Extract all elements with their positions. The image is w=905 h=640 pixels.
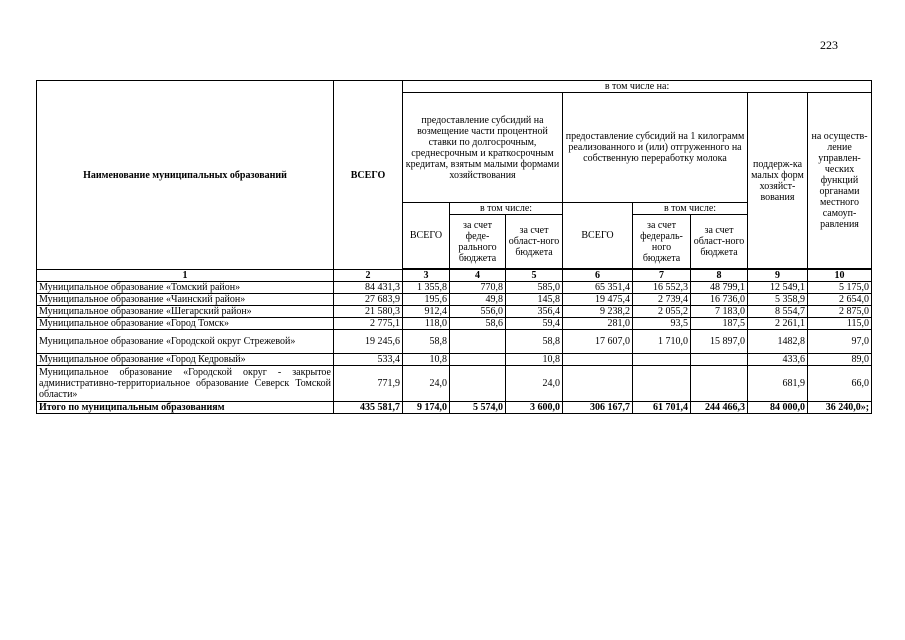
table-row [37,306,872,318]
column-numbers-row [37,270,872,282]
municipality-name: Муниципальное образование «Городской округ Стрежевой» [37,330,334,354]
cell-col-7: 16 552,3 [633,282,691,294]
cell-col-8 [691,354,748,366]
municipality-name: Муниципальное образование «Город Кедровый» [37,354,334,366]
cell-col-6: 19 475,4 [563,294,633,306]
header-group1-regional: за счет област-ного бюджета [506,215,563,269]
header-name-column: Наименование муниципальных образований [37,81,334,270]
cell-col-8 [691,366,748,402]
cell-col-3: 9 174,0 [403,402,450,414]
cell-col-3: 10,8 [403,354,450,366]
cell-col-9: 8 554,7 [748,306,808,318]
table-row [37,318,872,330]
cell-col-5: 3 600,0 [506,402,563,414]
cell-col-8: 16 736,0 [691,294,748,306]
cell-col-6: 17 607,0 [563,330,633,354]
header-group1-including: в том числе: [450,203,563,215]
header-group2-regional: за счет област-ного бюджета [691,215,748,269]
cell-col-9: 1482,8 [748,330,808,354]
table-row [37,294,872,306]
column-number: 10 [808,270,872,282]
cell-col-10: 2 875,0 [808,306,872,318]
cell-col-5: 59,4 [506,318,563,330]
cell-col-2: 27 683,9 [334,294,403,306]
cell-col-7 [633,354,691,366]
cell-col-6: 9 238,2 [563,306,633,318]
header-group1-subtotal: ВСЕГО [409,230,443,241]
cell-col-10: 36 240,0»; [808,402,872,414]
cell-col-10: 89,0 [808,354,872,366]
table-row [37,354,872,366]
cell-col-4: 5 574,0 [450,402,506,414]
municipal-subsidies-table [36,80,872,414]
header-group2-total-spacer [563,203,633,269]
cell-col-10: 2 654,0 [808,294,872,306]
header-including: в том числе на: [403,81,872,93]
cell-col-4 [450,330,506,354]
table-row [37,366,872,402]
column-number: 4 [450,270,506,282]
column-number: 5 [506,270,563,282]
cell-col-7: 93,5 [633,318,691,330]
municipality-name: Муниципальное образование «Шегарский район» [37,306,334,318]
cell-col-2: 533,4 [334,354,403,366]
total-row [37,402,872,414]
cell-col-6 [563,366,633,402]
header-group1-federal: за счет феде-рального бюджета [450,215,506,269]
page-number: 223 [820,38,838,52]
cell-col-5: 145,8 [506,294,563,306]
cell-col-9: 433,6 [748,354,808,366]
cell-col-10: 97,0 [808,330,872,354]
cell-col-6: 65 351,4 [563,282,633,294]
cell-col-3: 24,0 [403,366,450,402]
cell-col-5: 58,8 [506,330,563,354]
header-milk-subsidy-group: предоставление субсидий на 1 килограмм реализованного и (или) отгруженного на собственную переработку молока [563,93,748,203]
cell-col-4: 58,6 [450,318,506,330]
cell-col-3: 912,4 [403,306,450,318]
cell-col-9: 5 358,9 [748,294,808,306]
cell-col-5: 10,8 [506,354,563,366]
cell-col-9: 681,9 [748,366,808,402]
cell-col-3: 195,6 [403,294,450,306]
municipality-name: Муниципальное образование «Чаинский район» [37,294,334,306]
cell-col-8: 15 897,0 [691,330,748,354]
cell-col-5: 585,0 [506,282,563,294]
cell-col-6 [563,354,633,366]
header-group2-federal: за счет федераль-ного бюджета [633,215,691,269]
cell-col-4: 49,8 [450,294,506,306]
table-row [37,330,872,354]
header-group2-subtotal: ВСЕГО [581,230,614,241]
cell-col-8: 48 799,1 [691,282,748,294]
cell-col-2: 19 245,6 [334,330,403,354]
cell-col-6: 281,0 [563,318,633,330]
cell-col-10: 66,0 [808,366,872,402]
cell-col-4 [450,354,506,366]
column-number: 1 [37,270,334,282]
cell-col-3: 118,0 [403,318,450,330]
cell-col-7 [633,366,691,402]
municipality-name: Муниципальное образование «Городской округ - закрытое административно-территориальное образование Северск Томской области» [37,366,334,402]
cell-col-8: 7 183,0 [691,306,748,318]
cell-col-4: 770,8 [450,282,506,294]
cell-col-2: 2 775,1 [334,318,403,330]
cell-col-4: 556,0 [450,306,506,318]
cell-col-5: 356,4 [506,306,563,318]
municipality-name: Муниципальное образование «Город Томск» [37,318,334,330]
total-label: Итого по муниципальным образованиям [37,402,334,414]
cell-col-4 [450,366,506,402]
column-number: 8 [691,270,748,282]
header-group2-including: в том числе: [633,203,748,215]
header-group1-total-spacer [403,203,450,269]
cell-col-8: 244 466,3 [691,402,748,414]
cell-col-2: 21 580,3 [334,306,403,318]
column-number: 2 [334,270,403,282]
cell-col-3: 58,8 [403,330,450,354]
cell-col-9: 84 000,0 [748,402,808,414]
column-number: 7 [633,270,691,282]
column-number: 6 [563,270,633,282]
cell-col-7: 2 055,2 [633,306,691,318]
header-interest-subsidy-group: предоставление субсидий на возмещение части процентной ставки по долгосрочным, среднесрочным и краткосрочным кредитам, взятым малыми формами хозяйствования [403,93,563,203]
municipality-name: Муниципальное образование «Томский район» [37,282,334,294]
cell-col-9: 2 261,1 [748,318,808,330]
cell-col-10: 115,0 [808,318,872,330]
header-management-functions: на осуществ-ление управлен-ческих функций органами местного самоуп-равления [808,93,872,269]
cell-col-3: 1 355,8 [403,282,450,294]
cell-col-5: 24,0 [506,366,563,402]
cell-col-9: 12 549,1 [748,282,808,294]
cell-col-2: 771,9 [334,366,403,402]
cell-col-2: 84 431,3 [334,282,403,294]
cell-col-7: 2 739,4 [633,294,691,306]
header-total-column: ВСЕГО [334,81,403,270]
cell-col-7: 61 701,4 [633,402,691,414]
cell-col-8: 187,5 [691,318,748,330]
column-number: 3 [403,270,450,282]
column-number: 9 [748,270,808,282]
cell-col-6: 306 167,7 [563,402,633,414]
cell-col-2: 435 581,7 [334,402,403,414]
table-row [37,282,872,294]
cell-col-7: 1 710,0 [633,330,691,354]
cell-col-10: 5 175,0 [808,282,872,294]
header-small-business-support: поддерж-ка малых форм хозяйст-вования [748,93,808,269]
